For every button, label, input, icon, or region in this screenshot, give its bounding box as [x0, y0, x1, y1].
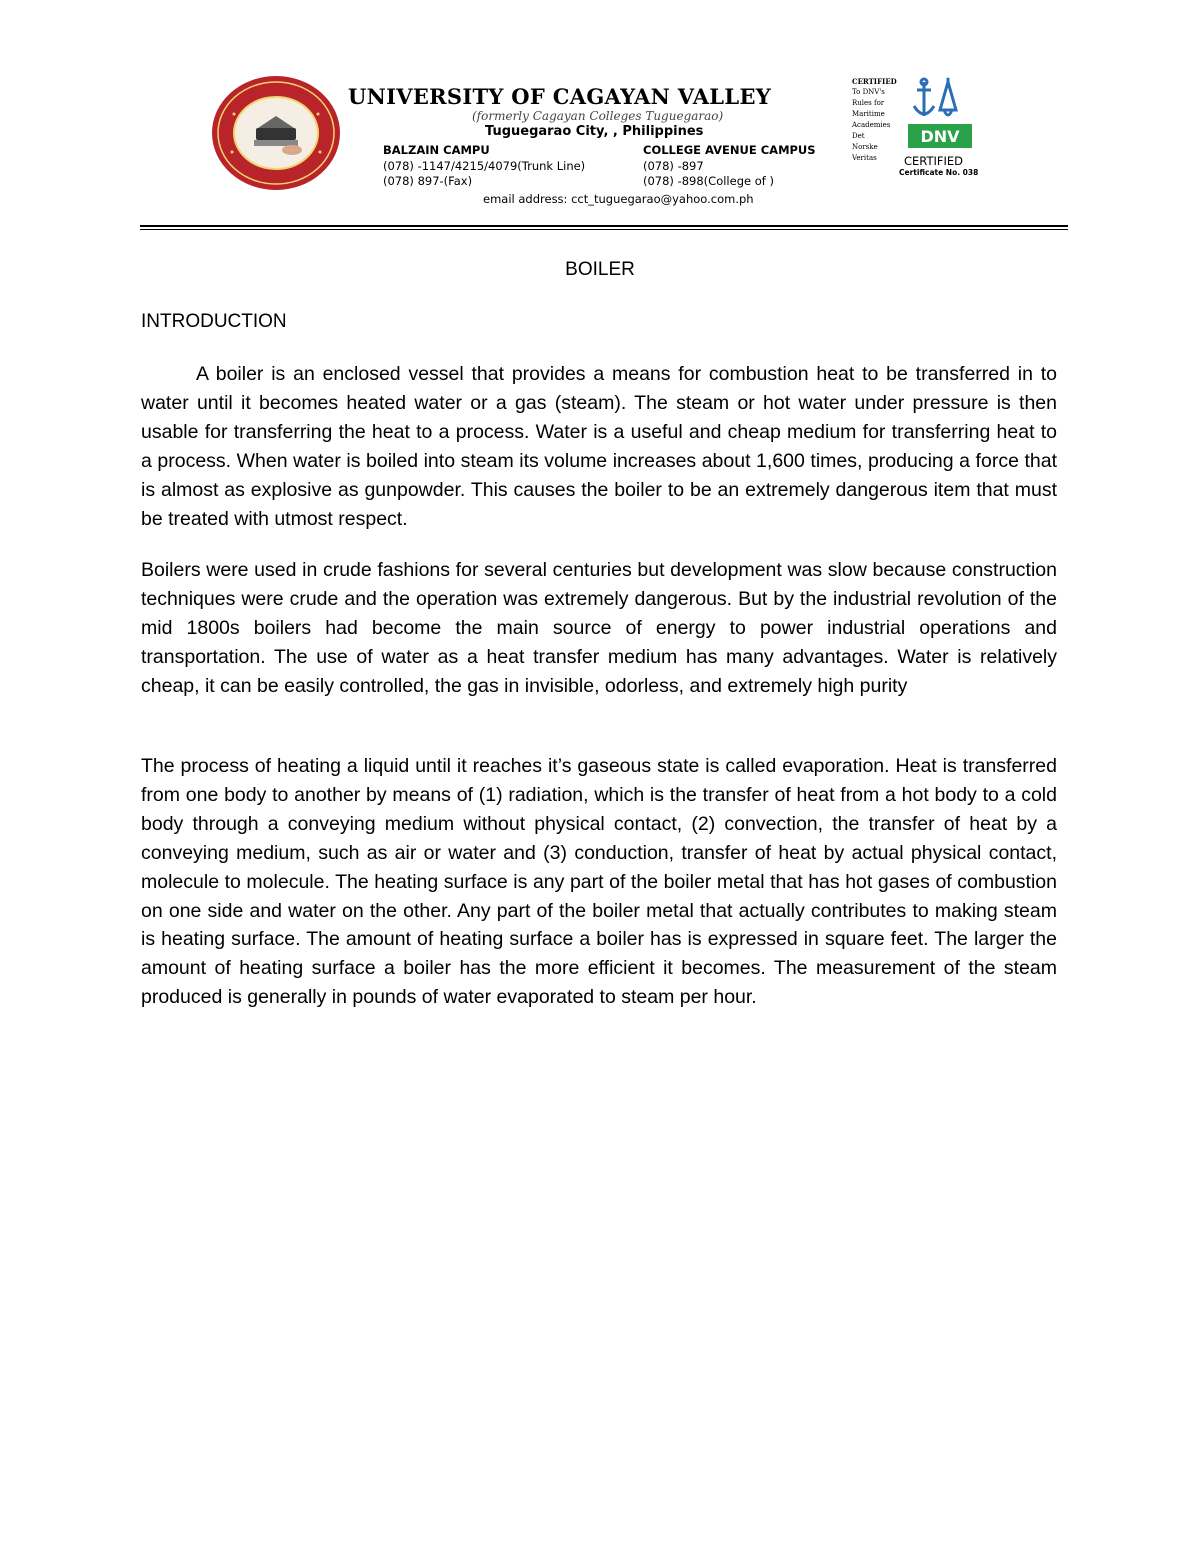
- right-campus-phone-2: (078) -898(College of ): [643, 174, 774, 188]
- paragraph-3: The process of heating a liquid until it reaches it’s gaseous state is called evaporation. Heat is transferred from one body to another by means of (1) radiation, which is the transfer of heat from a hot body to a cold body through a conveying medium without physical contact, (2) convection, the transfer of heat by a conveying medium, such as air or water and (3) conduction, transfer of heat by actual physical contact, molecule to molecule. The heating surface is any part of the boiler metal that has hot gases of combustion on one side and water on the other. Any part of the boiler metal that actually contributes to making steam is heating surface. The amount of heating surface a boiler has is expressed in square feet. The larger the amount of heating surface a boiler has the more efficient it becomes. The measurement of the steam produced is generally in pounds of water evaporated to steam per hour.: [141, 755, 1057, 1009]
- letterhead: [140, 70, 1068, 220]
- right-campus-phone: (078) -897: [643, 159, 704, 173]
- left-campus-fax: (078) 897-(Fax): [383, 174, 473, 188]
- university-seal-logo: [210, 74, 342, 192]
- letterhead-text: [345, 70, 845, 220]
- document-title: BOILER: [565, 259, 635, 280]
- left-campus-name: BALZAIN CAMPU: [383, 143, 490, 157]
- dnv-logo-text: DNV: [920, 127, 960, 146]
- university-address: Tuguegarao City, , Philippines: [485, 124, 704, 139]
- paragraph-1: A boiler is an enclosed vessel that provides a means for combustion heat to be transferred in to water until it becomes heated water or a gas (steam). The steam or hot water under pressure is then usable for transferring the heat to a process. Water is a useful and cheap medium for transferring heat to a process. When water is boiled into steam its volume increases about 1,600 times, producing a force that is almost as explosive as gunpowder. This causes the boiler to be an extremely dangerous item that must be treated with utmost respect.: [141, 363, 1057, 530]
- right-campus-name: COLLEGE AVENUE CAMPUS: [643, 143, 816, 157]
- left-campus-phone: (078) -1147/4215/4079(Trunk Line): [383, 159, 586, 173]
- section-heading: INTRODUCTION: [141, 311, 287, 332]
- former-name: (formerly Cagayan Colleges Tuguegarao): [472, 109, 724, 123]
- university-name: UNIVERSITY OF CAGAYAN VALLEY: [348, 84, 772, 109]
- dnv-rules-text: CERTIFIED To DNV's Rules for Maritime Academies Det Norske Veritas: [852, 77, 897, 162]
- dnv-certificate-number: Certificate No. 038: [899, 168, 979, 177]
- dnv-anchor-logo: [908, 76, 972, 152]
- dnv-certified-label: CERTIFIED: [904, 154, 963, 168]
- email-address: email address: cct_tuguegarao@yahoo.com.ph: [483, 192, 754, 206]
- dnv-certification: [852, 76, 982, 186]
- header-divider-thin: [140, 229, 1068, 230]
- paragraph-2: Boilers were used in crude fashions for several centuries but development was slow because construction techniques were crude and the operation was extremely dangerous. But by the industrial revolution of the mid 1800s boilers had become the main source of energy to power industrial operations and transportation. The use of water as a heat transfer medium has many advantages. Water is relatively cheap, it can be easily controlled, the gas in invisible, odorless, and extremely high purity: [141, 559, 1057, 697]
- header-divider: [140, 225, 1068, 227]
